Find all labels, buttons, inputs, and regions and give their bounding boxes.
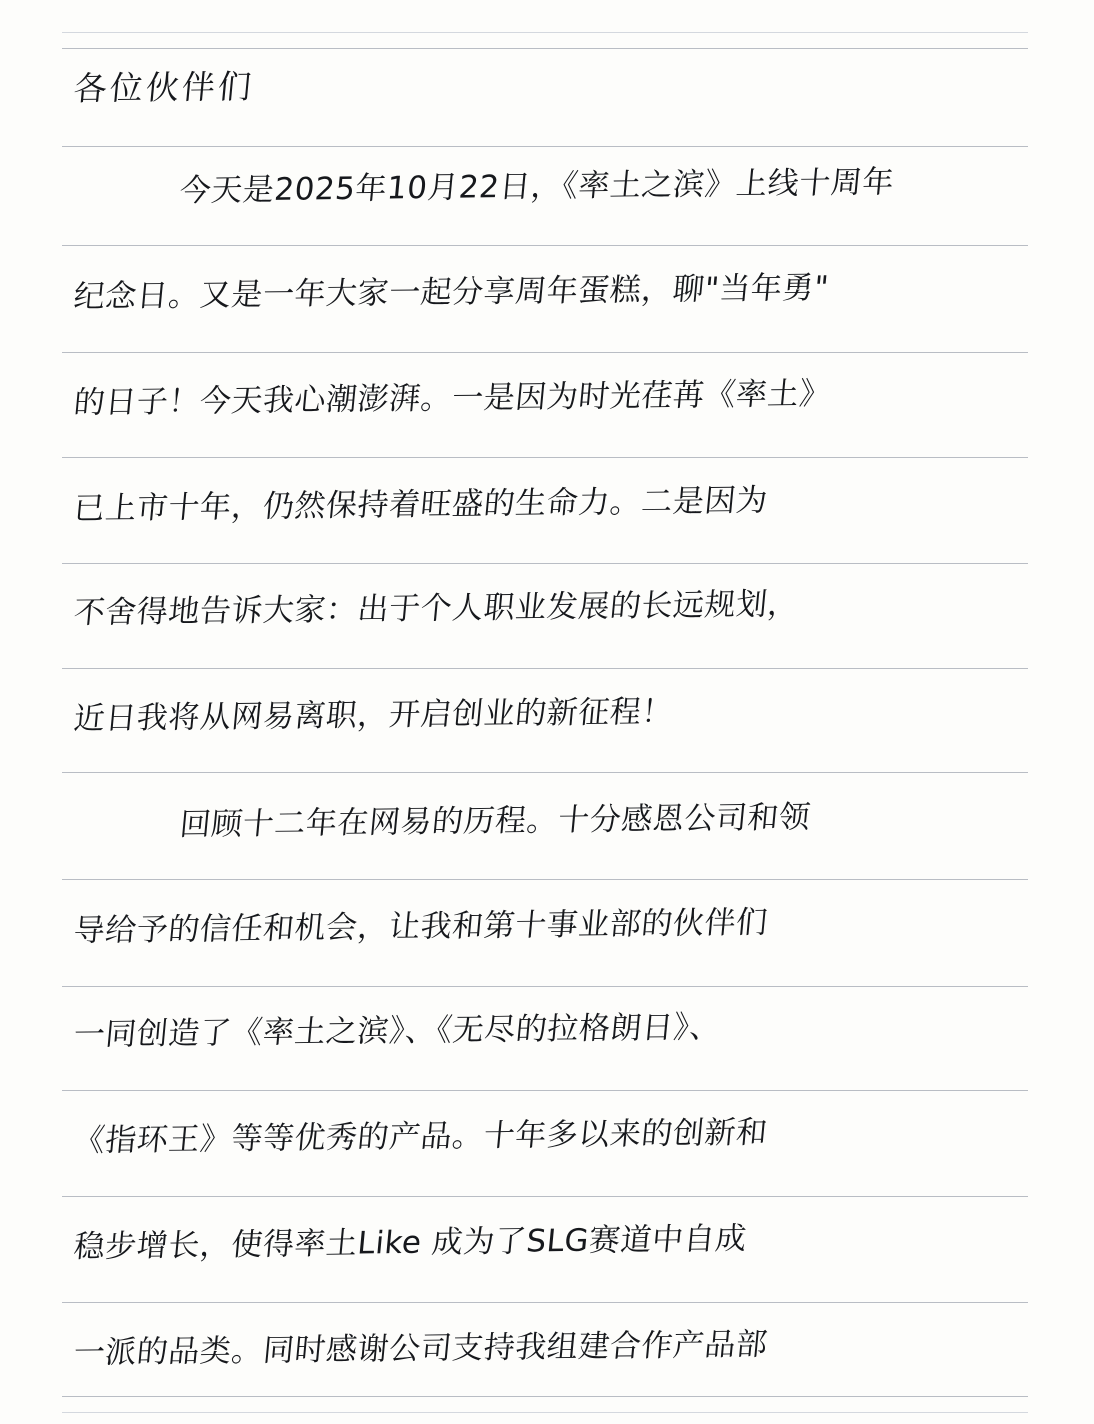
body-line: 的日子！今天我心潮澎湃。一是因为时光荏苒《率土》 (72, 375, 833, 422)
body-line: 一同创造了《率土之滨》、《无尽的拉格朗日》、 (72, 1009, 723, 1054)
body-line: 一派的品类。同时感谢公司支持我组建合作产品部 (72, 1326, 770, 1372)
body-line: 《指环王》等等优秀的产品。十年多以来的创新和 (72, 1114, 770, 1160)
body-line: 近日我将从网易离职，开启创业的新征程！ (72, 693, 675, 738)
body-line: 已上市十年，仍然保持着旺盛的生命力。二是因为 (72, 482, 770, 528)
body-line: 纪念日。又是一年大家一起分享周年蛋糕，聊"当年勇" (72, 269, 831, 316)
body-line: 稳步增长，使得率土Like 成为了SLG赛道中自成 (72, 1220, 749, 1266)
salutation-line: 各位伙伴们 (72, 66, 256, 108)
body-line: 回顾十二年在网易的历程。十分感恩公司和领 (178, 799, 813, 844)
body-line: 不舍得地告诉大家：出于个人职业发展的长远规划， (72, 586, 801, 632)
body-line: 导给予的信任和机会，让我和第十事业部的伙伴们 (72, 904, 770, 950)
body-line: 今天是2025年10月22日，《率土之滨》上线十周年 (178, 164, 896, 210)
